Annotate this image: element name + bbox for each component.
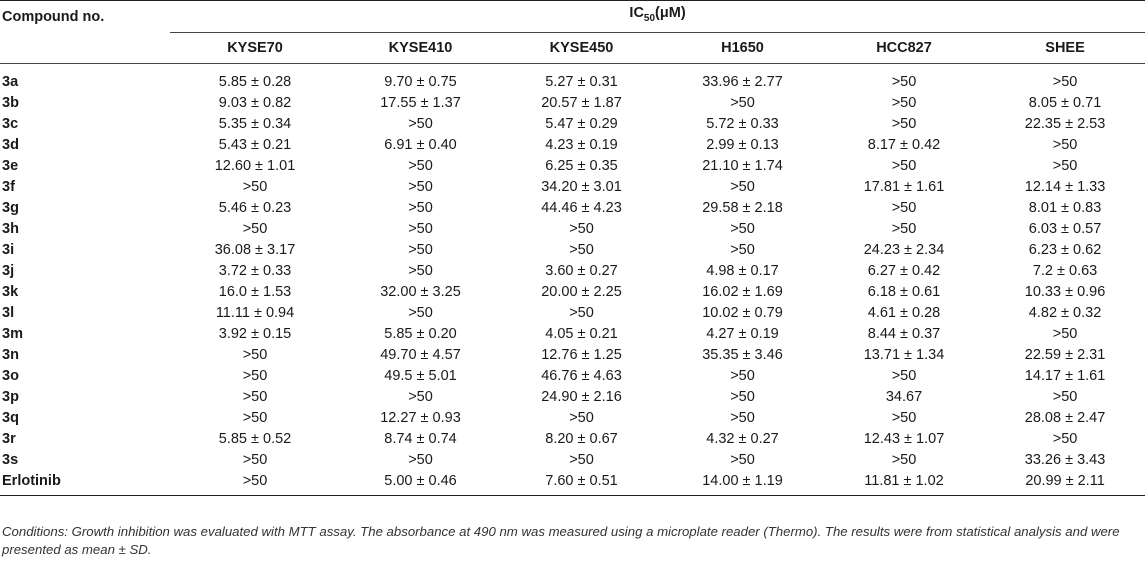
value-cell: >50: [408, 200, 433, 217]
value-cell: >50: [569, 221, 594, 238]
value-cell: 12.43 ± 1.07: [863, 431, 945, 448]
compound-cell: 3f: [2, 179, 15, 196]
value-cell: >50: [730, 368, 755, 385]
compound-cell: 3p: [2, 389, 19, 406]
value-cell: >50: [891, 200, 917, 217]
value-cell: >50: [891, 368, 917, 385]
value-cell: >50: [569, 452, 594, 469]
value-cell: 11.81 ± 1.02: [823, 471, 985, 496]
value-cell: 49.5 ± 5.01: [384, 368, 457, 385]
compound-cell: 3a: [2, 74, 19, 91]
value-cell: >50: [891, 410, 917, 427]
table-row: [0, 240, 1145, 261]
value-cell: >50: [569, 305, 594, 322]
value-cell: 5.47 ± 0.29: [545, 116, 618, 133]
column-header-shee: SHEE: [985, 33, 1145, 64]
value-cell: 6.91 ± 0.40: [384, 137, 457, 154]
value-cell: >50: [891, 95, 917, 112]
table-row: [0, 450, 1145, 471]
compound-cell: 3o: [2, 368, 19, 385]
compound-cell: Erlotinib: [0, 471, 170, 496]
value-cell: 21.10 ± 1.74: [702, 158, 783, 175]
value-cell: 46.76 ± 4.63: [541, 368, 622, 385]
value-cell: 8.44 ± 0.37: [867, 326, 941, 343]
value-cell: 35.35 ± 3.46: [702, 347, 783, 364]
value-cell: >50: [1052, 137, 1078, 154]
value-cell: 7.2 ± 0.63: [1032, 263, 1098, 280]
value-cell: 5.72 ± 0.33: [706, 116, 779, 133]
value-cell: 12.14 ± 1.33: [1024, 179, 1106, 196]
value-cell: 49.70 ± 4.57: [380, 347, 461, 364]
value-cell: 8.01 ± 0.83: [1028, 200, 1102, 217]
value-cell: 5.85 ± 0.20: [384, 326, 457, 343]
value-cell: 34.67: [885, 389, 923, 406]
value-cell: 8.20 ± 0.67: [545, 431, 618, 448]
compound-cell: 3e: [2, 158, 19, 175]
value-cell: >50: [730, 221, 755, 238]
value-cell: 9.03 ± 0.82: [218, 95, 292, 112]
value-cell: >50: [242, 368, 268, 385]
value-cell: 4.32 ± 0.27: [706, 431, 779, 448]
value-cell: >50: [730, 242, 755, 259]
compound-cell: 3s: [2, 452, 19, 469]
compound-cell: 3r: [2, 431, 16, 448]
value-cell: 5.27 ± 0.31: [545, 74, 618, 91]
compound-cell: 3h: [2, 221, 19, 238]
value-cell: >50: [1052, 158, 1078, 175]
table-row: [0, 471, 1145, 496]
value-cell: >50: [730, 410, 755, 427]
table-row: [0, 93, 1145, 114]
table-row: [0, 198, 1145, 219]
compound-cell: 3j: [2, 263, 15, 280]
table-row: [0, 303, 1145, 324]
value-cell: >50: [730, 452, 755, 469]
compound-cell: 3q: [2, 410, 19, 427]
value-cell: >50: [891, 221, 917, 238]
column-header-hcc827: HCC827: [823, 33, 985, 64]
value-cell: 6.03 ± 0.57: [1028, 221, 1102, 238]
value-cell: >50: [891, 116, 917, 133]
compound-cell: 3b: [2, 95, 19, 112]
table-row: [0, 64, 1145, 94]
column-header-kyse70: KYSE70: [170, 33, 340, 64]
value-cell: 22.35 ± 2.53: [1024, 116, 1106, 133]
value-cell: >50: [569, 242, 594, 259]
value-cell: 20.99 ± 2.11: [985, 471, 1145, 496]
value-cell: 5.46 ± 0.23: [218, 200, 292, 217]
ic50-prefix: IC: [629, 5, 644, 22]
table-row: [0, 324, 1145, 345]
value-cell: >50: [1052, 431, 1078, 448]
value-cell: 29.58 ± 2.18: [702, 200, 783, 217]
value-cell: >50: [408, 263, 433, 280]
value-cell: 20.00 ± 2.25: [541, 284, 622, 301]
compound-cell: 3k: [2, 284, 19, 301]
header-row-cell-lines: [0, 33, 1145, 64]
value-cell: 6.23 ± 0.62: [1028, 242, 1102, 259]
table-row: [0, 261, 1145, 282]
value-cell: >50: [1052, 326, 1078, 343]
value-cell: >50: [569, 410, 594, 427]
value-cell: 22.59 ± 2.31: [1024, 347, 1106, 364]
table-row: [0, 156, 1145, 177]
column-header-h1650: H1650: [662, 33, 823, 64]
value-cell: 3.60 ± 0.27: [545, 263, 618, 280]
value-cell: 36.08 ± 3.17: [214, 242, 296, 259]
value-cell: 33.26 ± 3.43: [1024, 452, 1106, 469]
value-cell: 12.60 ± 1.01: [214, 158, 296, 175]
value-cell: 5.00 ± 0.46: [340, 471, 501, 496]
table-row: [0, 429, 1145, 450]
value-cell: 2.99 ± 0.13: [706, 137, 779, 154]
table-row: [0, 387, 1145, 408]
value-cell: >50: [1052, 389, 1078, 406]
value-cell: 6.18 ± 0.61: [867, 284, 941, 301]
value-cell: 6.25 ± 0.35: [545, 158, 618, 175]
value-cell: 17.55 ± 1.37: [380, 95, 461, 112]
value-cell: 7.60 ± 0.51: [501, 471, 662, 496]
ic50-subscript: 50: [643, 13, 656, 25]
value-cell: >50: [408, 116, 433, 133]
table-row: [0, 114, 1145, 135]
ic50-unit: (μM): [655, 5, 686, 22]
value-cell: >50: [408, 179, 433, 196]
table-row: [0, 177, 1145, 198]
value-cell: 3.72 ± 0.33: [218, 263, 292, 280]
value-cell: >50: [408, 305, 433, 322]
value-cell: 4.05 ± 0.21: [545, 326, 618, 343]
value-cell: 5.85 ± 0.52: [218, 431, 292, 448]
value-cell: >50: [170, 471, 340, 496]
value-cell: 4.61 ± 0.28: [867, 305, 941, 322]
value-cell: 12.76 ± 1.25: [541, 347, 622, 364]
value-cell: 17.81 ± 1.61: [863, 179, 945, 196]
value-cell: 5.85 ± 0.28: [218, 74, 292, 91]
table-footnote: Conditions: Growth inhibition was evaluated with MTT assay. The absorbance at 490 nm was measured using a microplate reader (Thermo). The results were from statistical analysis and were presented as mean ± SD.: [2, 524, 1120, 557]
value-cell: 4.27 ± 0.19: [706, 326, 779, 343]
value-cell: >50: [730, 389, 755, 406]
value-cell: >50: [891, 74, 917, 91]
value-cell: >50: [408, 221, 433, 238]
table-row: [0, 219, 1145, 240]
value-cell: >50: [891, 452, 917, 469]
value-cell: 3.92 ± 0.15: [218, 326, 292, 343]
ic50-group-header: [170, 1, 1145, 33]
value-cell: 9.70 ± 0.75: [384, 74, 457, 91]
value-cell: 4.23 ± 0.19: [545, 137, 618, 154]
value-cell: >50: [408, 389, 433, 406]
value-cell: 16.0 ± 1.53: [218, 284, 292, 301]
value-cell: 8.05 ± 0.71: [1028, 95, 1102, 112]
value-cell: 4.98 ± 0.17: [706, 263, 779, 280]
value-cell: >50: [242, 452, 268, 469]
value-cell: 32.00 ± 3.25: [380, 284, 461, 301]
value-cell: >50: [242, 179, 268, 196]
compound-cell: 3n: [2, 347, 19, 364]
column-header-kyse410: KYSE410: [340, 33, 501, 64]
value-cell: 11.11 ± 0.94: [215, 305, 295, 322]
compound-cell: 3d: [2, 137, 19, 154]
value-cell: 5.35 ± 0.34: [218, 116, 292, 133]
value-cell: >50: [242, 347, 268, 364]
compound-column-header: Compound no.: [0, 1, 170, 33]
value-cell: 8.17 ± 0.42: [867, 137, 941, 154]
value-cell: 28.08 ± 2.47: [1024, 410, 1106, 427]
value-cell: >50: [408, 158, 433, 175]
table-row: [0, 135, 1145, 156]
value-cell: 24.90 ± 2.16: [541, 389, 622, 406]
value-cell: >50: [408, 452, 433, 469]
compound-header-blank: [0, 33, 170, 64]
value-cell: 24.23 ± 2.34: [863, 242, 945, 259]
value-cell: 14.17 ± 1.61: [1024, 368, 1106, 385]
table-row: [0, 408, 1145, 429]
header-row-top: [0, 1, 1145, 33]
compound-cell: 3g: [2, 200, 19, 217]
value-cell: 16.02 ± 1.69: [702, 284, 783, 301]
value-cell: >50: [408, 242, 433, 259]
value-cell: 8.74 ± 0.74: [384, 431, 457, 448]
value-cell: 4.82 ± 0.32: [1028, 305, 1102, 322]
value-cell: 12.27 ± 0.93: [380, 410, 461, 427]
value-cell: >50: [242, 410, 268, 427]
value-cell: 6.27 ± 0.42: [867, 263, 941, 280]
compound-cell: 3c: [2, 116, 19, 133]
value-cell: 10.02 ± 0.79: [702, 305, 783, 322]
value-cell: 5.43 ± 0.21: [218, 137, 292, 154]
table-row: [0, 345, 1145, 366]
column-header-kyse450: KYSE450: [501, 33, 662, 64]
value-cell: 44.46 ± 4.23: [541, 200, 622, 217]
value-cell: >50: [242, 389, 268, 406]
value-cell: >50: [1052, 74, 1078, 91]
value-cell: >50: [730, 179, 755, 196]
value-cell: >50: [242, 221, 268, 238]
table-body: [0, 64, 1145, 496]
compound-cell: 3m: [2, 326, 23, 343]
value-cell: 20.57 ± 1.87: [541, 95, 622, 112]
table-row: [0, 282, 1145, 303]
value-cell: >50: [891, 158, 917, 175]
value-cell: 33.96 ± 2.77: [702, 74, 783, 91]
value-cell: 13.71 ± 1.34: [863, 347, 945, 364]
table-row: [0, 366, 1145, 387]
compound-cell: 3l: [2, 305, 15, 322]
value-cell: 34.20 ± 3.01: [541, 179, 622, 196]
value-cell: >50: [730, 95, 755, 112]
value-cell: 14.00 ± 1.19: [662, 471, 823, 496]
compound-cell: 3i: [2, 242, 15, 259]
value-cell: 10.33 ± 0.96: [1024, 284, 1106, 301]
